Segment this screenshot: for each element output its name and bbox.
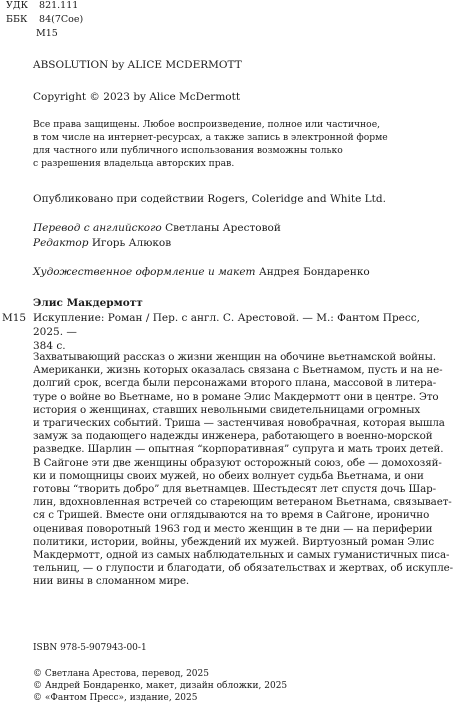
annotation-line: Американки, жизнь которых оказалась связана с Вьетнамом, пусть и на не- bbox=[33, 364, 443, 377]
annotation-line: ся с Тришей. Вместе они оглядываются на то время в Сайгоне, иронично bbox=[33, 509, 430, 522]
copyright-holder: © Андрей Бондаренко, макет, дизайн обложки, 2025 bbox=[33, 681, 288, 691]
bbk-value: 84(7Сое) bbox=[39, 14, 84, 25]
rights-notice bbox=[33, 118, 453, 170]
annotation-line: туре о войне во Вьетнаме, но в романе Элис Макдермотт они в центре. Это bbox=[33, 390, 439, 403]
rights-line: для частного или публичного использования возможны только bbox=[33, 145, 343, 156]
annotation-line: тельниц, — о глупости и благодати, об обязательствах и жертвах, об искупле- bbox=[33, 562, 454, 575]
copyright-holder: © Светлана Арестова, перевод, 2025 bbox=[33, 669, 209, 679]
rights-line: Все права защищены. Любое воспроизведение, полное или частичное, bbox=[33, 119, 381, 130]
annotation-line: Макдермотт, одной из самых наблюдательных и самых гуманистичных писа- bbox=[33, 549, 450, 562]
biblio-line: 384 с. bbox=[33, 340, 66, 352]
editor-role: Редактор bbox=[33, 237, 89, 249]
translation-credit bbox=[33, 221, 453, 235]
annotation-line: история о женщинах, ставших невольными свидетельницами огромных bbox=[33, 403, 421, 416]
isbn: ISBN 978-5-907943-00-1 bbox=[33, 643, 147, 653]
biblio-line: Искупление: Роман / Пер. с англ. С. Арестовой. — М.: Фантом Пресс, 2025. — bbox=[33, 312, 420, 338]
udk-value: 821.111 bbox=[39, 0, 79, 11]
annotation bbox=[33, 351, 457, 589]
editor-name: Игорь Алюков bbox=[91, 237, 172, 249]
copyright-holder: © «Фантом Пресс», издание, 2025 bbox=[33, 693, 198, 703]
biblio-author: Элис Макдермотт bbox=[33, 297, 143, 309]
published-note: Опубликовано при содействии Rogers, Coleridge and White Ltd. bbox=[33, 193, 386, 205]
annotation-line: лин, вдохновленная встречей со стареющим ветераном Вьетнама, связывает- bbox=[33, 496, 452, 509]
translation-role: Перевод с английского bbox=[33, 222, 162, 234]
copyright-holders bbox=[33, 668, 287, 704]
annotation-line: Захватывающий рассказ о жизни женщин на обочине вьетнамской войны. bbox=[33, 351, 436, 363]
annotation-line: разведке. Шарлин — опытная “корпоративная” супруга и мать троих детей. bbox=[33, 443, 444, 456]
annotation-line: политики, истории, войны, убеждений их мужей. Виртуозный роман Элис bbox=[33, 535, 435, 548]
annotation-line: готовы “творить добро” для вьетнамцев. Шестьдесят лет спустя дочь Шар- bbox=[33, 483, 437, 496]
design-credit bbox=[33, 265, 453, 279]
annotation-line: нии вины в сломанном мире. bbox=[33, 575, 190, 588]
rights-line: в том числе на интернет-ресурсах, а также запись в электронной форме bbox=[33, 132, 388, 143]
author-mark: М15 bbox=[36, 28, 58, 39]
annotation-line: долгий срок, всегда были персонажами второго плана, массовой в литера- bbox=[33, 377, 437, 390]
bbk-row bbox=[6, 14, 83, 25]
annotation-line: оценивая поворотный 1963 год и место женщин в те дни — на периферии bbox=[33, 522, 433, 535]
editor-credit bbox=[33, 236, 453, 250]
bbk-label: ББК bbox=[6, 14, 28, 25]
udk-label: УДК bbox=[6, 0, 28, 11]
copyright-line: Copyright © 2023 by Alice McDermott bbox=[33, 91, 241, 103]
annotation-line: ки и помощницы своих мужей, но обеих волнует судьба Вьетнама, и они bbox=[33, 469, 424, 482]
translation-name: Светланы Арестовой bbox=[165, 222, 281, 234]
biblio-side-mark: М15 bbox=[2, 312, 27, 324]
annotation-line: замуж за подающего надежды инженера, работающего в военно-морской bbox=[33, 430, 433, 443]
rights-line: с разрешения владельца авторских прав. bbox=[33, 158, 235, 169]
annotation-line: В Сайгоне эти две женщины образуют осторожный союз, обе — домохозяй- bbox=[33, 456, 442, 469]
design-name: Андрея Бондаренко bbox=[258, 266, 370, 278]
annotation-line: и трагических событий. Триша — застенчивая новобрачная, которая вышла bbox=[33, 417, 445, 430]
udk-row bbox=[6, 0, 78, 11]
biblio-description bbox=[33, 311, 453, 353]
original-title: ABSOLUTION by ALICE MCDERMOTT bbox=[33, 59, 242, 71]
design-role: Художественное оформление и макет bbox=[33, 266, 256, 278]
